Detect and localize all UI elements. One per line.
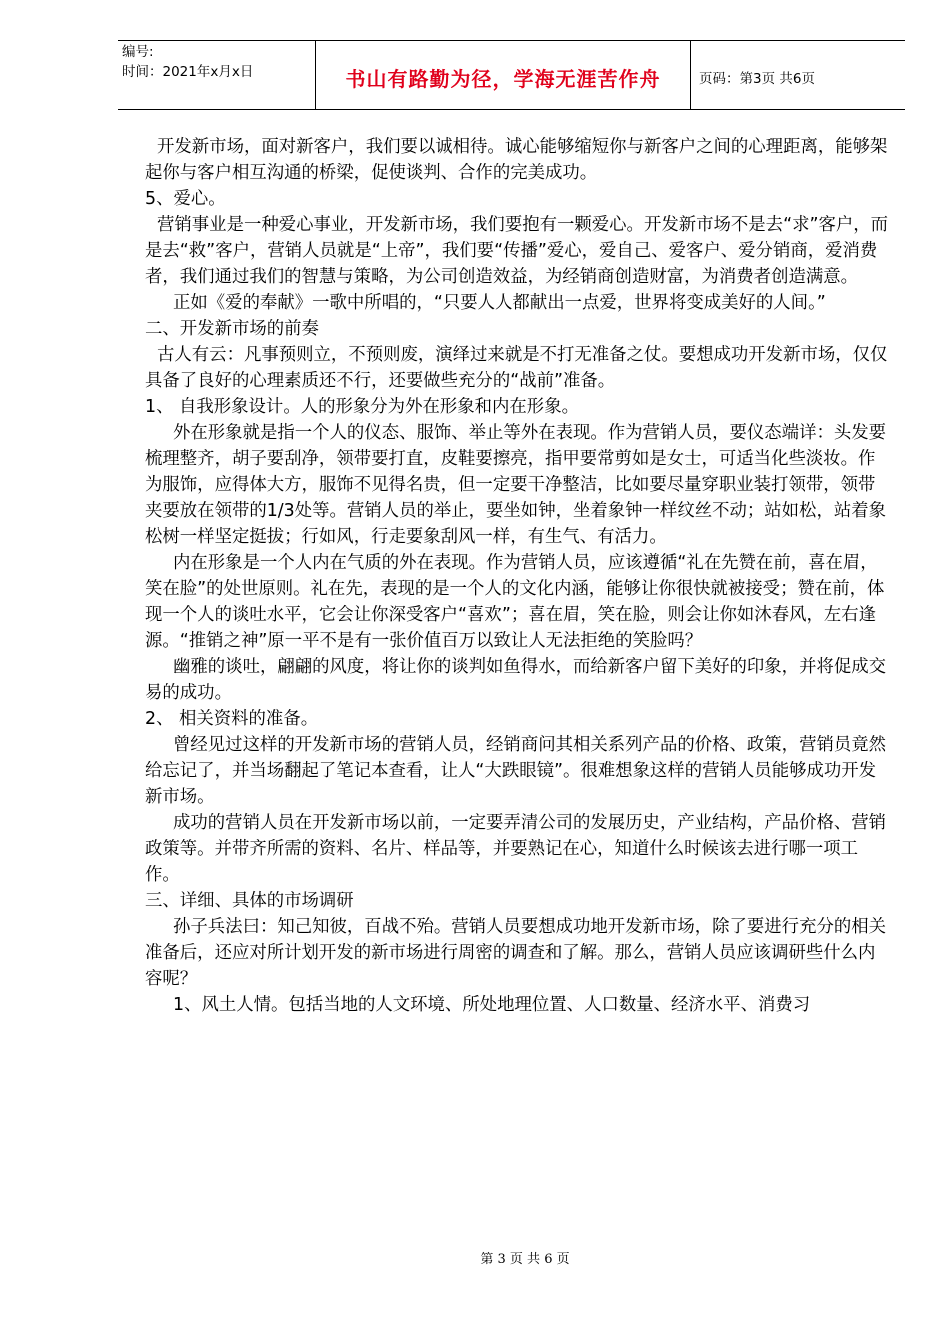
header-meta [118, 41, 316, 109]
paragraph: 成功的营销人员在开发新市场以前，一定要弄清公司的发展历史，产业结构，产品价格、营销政策等。并带齐所需的资料、名片、样品等，并要熟记在心，知道什么时候该去进行哪一项工作。 [145, 813, 887, 885]
paragraph: 开发新市场，面对新客户，我们要以诚相待。诚心能够缩短你与新客户之间的心理距离，能够架起你与客户相互沟通的桥梁，促使谈判、合作的完美成功。 [145, 137, 888, 183]
paragraph: 曾经见过这样的开发新市场的营销人员，经销商问其相关系列产品的价格、政策，营销员竟然给忘记了，并当场翻起了笔记本查看，让人“大跌眼镜”。很难想象这样的营销人员能够成功开发新市场。 [145, 735, 887, 807]
paragraph: 幽雅的谈吐，翩翩的风度，将让你的谈判如鱼得水，而给新客户留下美好的印象，并将促成交易的成功。 [145, 657, 887, 703]
paragraph: 1、风土人情。包括当地的人文环境、所处地理位置、人口数量、经济水平、消费习 [173, 995, 811, 1015]
paragraph: 孙子兵法曰：知己知彼，百战不殆。营销人员要想成功地开发新市场，除了要进行充分的相关准备后，还应对所计划开发的新市场进行周密的调查和了解。那么，营销人员应该调研些什么内容呢？ [145, 917, 887, 989]
paragraph: 三、详细、具体的市场调研 [145, 891, 354, 911]
paragraph: 营销事业是一种爱心事业，开发新市场，我们要抱有一颗爱心。开发新市场不是去“求”客户，而是去“救”客户，营销人员就是“上帝”，我们要“传播”爱心，爱自己、爱客户、爱分销商，爱消费者，我们通过我们的智慧与策略，为公司创造效益，为经销商创造财富，为消费者创造满意。 [145, 215, 889, 287]
header-page-info: 页码：第3页 共6页 [699, 71, 815, 87]
header-motto: 书山有路勤为径，学海无涯苦作舟 [316, 41, 691, 109]
paragraph: 2、 相关资料的准备。 [145, 709, 319, 729]
document-body [145, 134, 890, 1018]
paragraph: 二、开发新市场的前奏 [145, 319, 319, 339]
paragraph: 5、爱心。 [145, 189, 226, 209]
time-label: 时间：2021年x月x日 [122, 64, 254, 80]
paragraph: 1、 自我形象设计。人的形象分为外在形象和内在形象。 [145, 397, 579, 417]
paragraph: 古人有云：凡事预则立，不预则废，演绎过来就是不打无准备之仗。要想成功开发新市场，仅仅具备了良好的心理素质还不行，还要做些充分的“战前”准备。 [145, 345, 888, 391]
page-footer: 第 3 页 共 6 页 [480, 1252, 570, 1267]
paragraph: 内在形象是一个人内在气质的外在表现。作为营销人员，应该遵循“礼在先赞在前，喜在眉，笑在脸”的处世原则。礼在先，表现的是一个人的文化内涵，能够让你很快就被接受；赞在前，体现一个人的谈吐水平，它会让你深受客户“喜欢”；喜在眉，笑在脸，则会让你如沐春风，左右逢源。“推销之神”原一平不是有一张价值百万以致让人无法拒绝的笑脸吗？ [145, 553, 885, 651]
paragraph: 外在形象就是指一个人的仪态、服饰、举止等外在表现。作为营销人员，要仪态端详：头发要梳理整齐，胡子要刮净，领带要打直，皮鞋要擦亮，指甲要常剪如是女士，可适当化些淡妆。作为服饰，应得体大方，服饰不见得名贵，但一定要干净整洁，比如要尽量穿职业装打领带，领带夹要放在领带的1/3处等。营销人员的举止，要坐如钟，坐着象钟一样纹丝不动；站如松，站着象松树一样坚定挺拔；行如风，行走要象刮风一样，有生气、有活力。 [145, 423, 887, 547]
paragraph: 正如《爱的奉献》一歌中所唱的，“只要人人都献出一点爱，世界将变成美好的人间。” [173, 293, 826, 313]
page-header [118, 40, 905, 110]
number-label: 编号: [122, 44, 154, 60]
